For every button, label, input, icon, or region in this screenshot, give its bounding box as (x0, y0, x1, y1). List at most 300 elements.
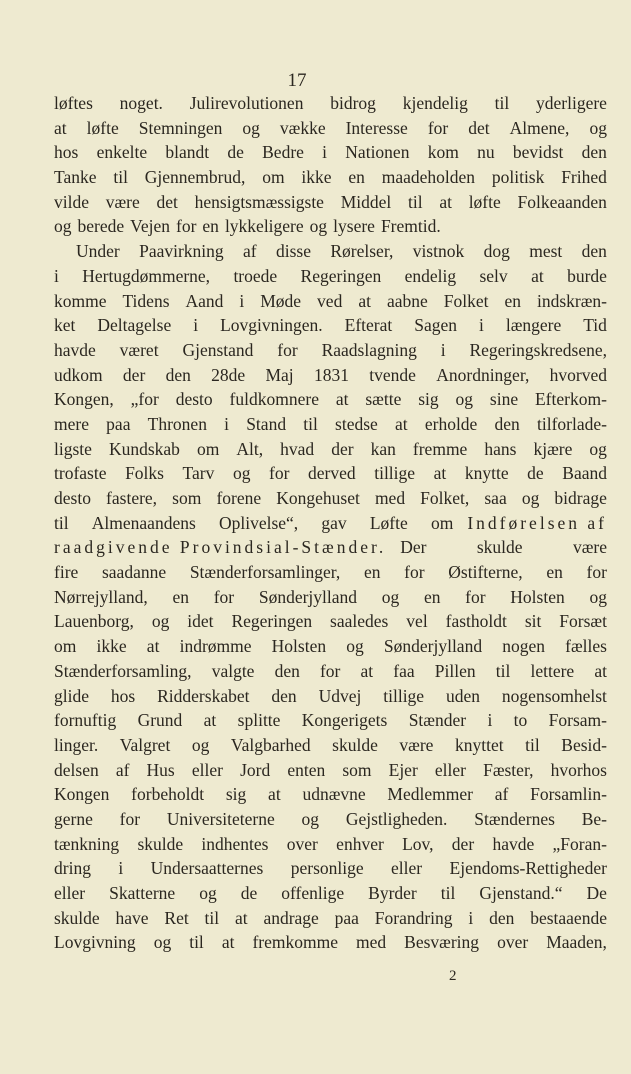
word: Lovgivning (54, 932, 136, 953)
spaced-text: raadgivende Provindsial-Stænder. (54, 537, 387, 558)
word: den (494, 413, 520, 434)
text-line (54, 609, 607, 634)
word: eller (391, 858, 423, 879)
text-line (54, 881, 607, 906)
word: skulde (476, 537, 523, 558)
text-line (54, 684, 607, 709)
word: Holsten (510, 586, 565, 607)
word: i (487, 710, 493, 731)
word: at (146, 636, 160, 657)
word: som (172, 488, 202, 508)
word: faa (393, 660, 415, 681)
word: eller (191, 759, 223, 780)
word: andrage (263, 907, 319, 928)
word: og (153, 932, 172, 953)
word: være (572, 537, 607, 558)
word: Udvej (318, 685, 362, 706)
word: den (581, 241, 607, 262)
word: Ejer (388, 759, 418, 780)
word: fire (54, 562, 79, 583)
word: Almene, (509, 117, 570, 138)
word: Besid- (561, 734, 607, 755)
spaced-text: Indførelsen af (467, 512, 607, 533)
word: de (240, 883, 258, 903)
word: Fremtid. (380, 216, 441, 237)
word: om (54, 636, 77, 657)
word: Stændernes (474, 808, 555, 829)
word: Sønderjylland (258, 586, 358, 607)
line-text (54, 782, 607, 807)
page-number: 17 (287, 70, 307, 91)
word: glide (54, 685, 89, 706)
word: sig (418, 389, 439, 410)
word: 28de (211, 364, 246, 385)
word: i (322, 142, 328, 163)
word: Stænderforsamling, (54, 660, 192, 681)
word: og (309, 216, 328, 237)
word: at (358, 290, 371, 311)
word: Vejen (130, 216, 170, 237)
word: Kongerigets (301, 710, 388, 731)
word: endelig (404, 265, 457, 286)
word: til (204, 907, 220, 928)
word: forbeholdt (131, 784, 205, 805)
word: der (331, 438, 354, 459)
word: at (268, 784, 281, 805)
word: Kongen, (54, 389, 114, 410)
word: den (274, 660, 300, 681)
word: trofaste (54, 463, 107, 484)
word: Gjenstand (182, 339, 254, 360)
word: forene (216, 488, 262, 508)
word: om (430, 512, 454, 533)
text-line (54, 412, 607, 437)
word: Kongen (54, 784, 110, 805)
word: Valgret (119, 734, 171, 755)
word: Møde (260, 290, 302, 311)
word: havde (54, 339, 96, 360)
line-text (54, 165, 607, 190)
line-text (54, 832, 607, 857)
word: Lauenborg, (54, 611, 134, 632)
word: og (301, 808, 320, 829)
word: linger. (54, 734, 99, 755)
word: Folket, (420, 488, 470, 508)
word: kom (427, 142, 459, 163)
word: nogen (502, 636, 545, 657)
word: for (176, 216, 197, 237)
line-text (54, 486, 607, 511)
word: og (589, 586, 607, 607)
word: til (113, 167, 128, 188)
word: desto (54, 488, 91, 508)
word: Gjennembrud, (144, 167, 246, 188)
word: Almenaandens (91, 512, 196, 533)
word: over (497, 932, 529, 953)
word: Middel (340, 191, 392, 212)
word: Sagen (414, 315, 457, 336)
word: af (494, 784, 509, 805)
word: at (335, 389, 349, 410)
word: at (531, 265, 544, 286)
word: i (193, 315, 199, 336)
word: til (189, 932, 204, 953)
word: ligste (54, 438, 92, 459)
text-line (54, 659, 607, 684)
word: fastere, (106, 488, 158, 508)
word: Skatterne (109, 883, 176, 903)
word: delsen (54, 759, 99, 780)
word: saa (484, 488, 507, 508)
word: kjendelig (402, 93, 468, 113)
text-line (54, 535, 607, 560)
word: troede (233, 265, 278, 286)
word: De (586, 883, 607, 903)
word: vel (406, 611, 428, 632)
word: sit (524, 611, 542, 632)
line-text (76, 239, 607, 264)
word: hvad (280, 438, 315, 459)
word: disse (276, 241, 311, 262)
word: i (224, 413, 230, 434)
word: Frihed (561, 167, 607, 188)
word: i (440, 339, 446, 360)
word: den (165, 364, 191, 385)
word: Universiteterne (166, 808, 275, 829)
word: knytte (464, 463, 509, 484)
word: maadeholden (381, 167, 476, 188)
word: skulde (332, 734, 378, 755)
word: have (115, 907, 149, 928)
word: i (54, 265, 59, 286)
word: gav (321, 512, 347, 533)
word: til (54, 512, 69, 533)
word: Interesse (345, 117, 408, 138)
word: hos (54, 142, 79, 163)
word: at (203, 710, 217, 731)
word: indrømme (179, 636, 252, 657)
word: at (221, 932, 235, 953)
line-text (54, 560, 607, 585)
line-text (54, 733, 607, 758)
word: i (239, 290, 245, 311)
word: Løfte (369, 512, 408, 533)
signature-mark: 2 (449, 968, 457, 984)
line-text (54, 190, 607, 215)
word: at (433, 463, 447, 484)
word: og (199, 883, 217, 903)
word: Tidens (122, 290, 170, 311)
word: saadanne (101, 562, 167, 583)
word: Forandring (374, 907, 453, 928)
word: nu (477, 142, 495, 163)
word: enten (287, 759, 326, 780)
word: Thronen (147, 413, 207, 434)
line-text (54, 363, 607, 388)
text-line (54, 338, 607, 363)
text-line (54, 486, 607, 511)
line-text (400, 535, 607, 560)
word: og (54, 216, 72, 237)
word: Under (76, 241, 120, 262)
text-line (54, 239, 607, 264)
word: Oplivelse“, (218, 512, 299, 533)
word: dog (483, 241, 510, 262)
word: for (119, 808, 141, 829)
word: for (586, 562, 607, 583)
word: til (407, 191, 423, 212)
word: løfte (468, 191, 501, 212)
text-line (54, 758, 607, 783)
word: de (527, 463, 544, 484)
word: for (465, 586, 486, 607)
word: indskræn- (536, 290, 607, 311)
word: være (399, 734, 434, 755)
word: bestaaende (530, 907, 607, 928)
text-line (54, 116, 607, 141)
word: Deltagelse (97, 315, 172, 336)
word: og (521, 488, 540, 508)
word: sine (489, 389, 519, 410)
word: Forsamlin- (530, 784, 607, 805)
word: Pillen (434, 660, 476, 681)
word: Gejstligheden. (345, 808, 448, 829)
word: yderligere (536, 93, 607, 113)
word: tillige (383, 685, 425, 706)
word: valgte (211, 660, 255, 681)
word: mere (54, 413, 89, 434)
word: Nationen (345, 142, 410, 163)
word: Kongehuset (276, 488, 360, 508)
text-line (54, 437, 607, 462)
text-line (54, 461, 607, 486)
word: kjære (533, 438, 573, 459)
word: at (234, 907, 248, 928)
word: med (356, 932, 387, 953)
text-line (54, 733, 607, 758)
word: paa (334, 907, 359, 928)
word: fastholdt (445, 611, 507, 632)
word: Aand (185, 290, 224, 311)
text-line (54, 930, 607, 955)
line-text (54, 140, 607, 165)
word: fremme (412, 438, 468, 459)
word: udkom (54, 364, 103, 385)
word: til (494, 93, 510, 113)
text-line (54, 91, 607, 116)
word: paa (106, 413, 131, 434)
text-line (54, 856, 607, 881)
word: til (525, 734, 540, 755)
line-text (54, 461, 607, 486)
word: Grund (137, 710, 183, 731)
line-text (54, 511, 453, 536)
word: komme (54, 290, 107, 311)
word: politisk (491, 167, 545, 188)
text-line (54, 708, 607, 733)
line-text (54, 585, 607, 610)
word: og (381, 586, 400, 607)
word: stedse (335, 413, 378, 434)
word: Anordninger, (436, 364, 530, 385)
body-text (54, 91, 607, 955)
word: at (395, 413, 408, 434)
word: og (191, 734, 210, 755)
word: sig (225, 784, 247, 805)
line-text (54, 116, 607, 141)
word: en (546, 562, 563, 583)
word: og (589, 438, 607, 459)
word: 1831 (313, 364, 349, 385)
word: tænkning (54, 833, 120, 854)
line-text (54, 856, 607, 881)
word: til (495, 660, 511, 681)
word: være (105, 191, 140, 212)
line-text (54, 412, 607, 437)
word: for (269, 463, 290, 484)
word: lettere (530, 660, 575, 681)
line-text (54, 437, 607, 462)
text-line (54, 906, 607, 931)
text-line (54, 560, 607, 585)
text-line (54, 214, 607, 239)
word: hans (484, 438, 517, 459)
word: Lovgivningen. (220, 315, 323, 336)
word: Stand (246, 413, 287, 434)
word: berede (77, 216, 125, 237)
word: bidrage (554, 488, 607, 508)
word: enkelte (96, 142, 148, 163)
word: Tarv (182, 463, 215, 484)
word: Paavirkning (139, 241, 224, 262)
word: som (342, 759, 372, 780)
word: der (122, 364, 146, 385)
word: nogensomhelst (501, 685, 607, 706)
word: burde (567, 265, 607, 286)
word: Nørrejylland, (54, 586, 148, 607)
word: Regeringen (300, 265, 382, 286)
text-line (54, 363, 607, 388)
word: det (468, 117, 490, 138)
word: vistnok (412, 241, 465, 262)
line-text (54, 881, 607, 906)
word: af (243, 241, 257, 262)
word: splitte (237, 710, 281, 731)
word: Efterat (344, 315, 393, 336)
text-line (54, 140, 607, 165)
word: Besværing (404, 932, 480, 953)
word: Folkeaanden (517, 191, 607, 212)
word: den (581, 142, 607, 163)
word: fremkomme (252, 932, 338, 953)
word: Raadslagning (321, 339, 417, 360)
word: „Foran- (552, 833, 607, 854)
word: lysere (333, 216, 375, 237)
word: at (594, 660, 607, 681)
line-text (54, 609, 607, 634)
word: Stænderforsamlinger, (189, 562, 341, 583)
word: Tanke (54, 167, 97, 188)
word: vække (279, 117, 326, 138)
word: Lov, (402, 833, 434, 854)
word: Gjenstand.“ (479, 883, 563, 903)
word: eller (54, 883, 86, 903)
word: Regeringen (231, 611, 313, 632)
word: Maj (265, 364, 294, 385)
word: Undersaatternes (150, 858, 264, 879)
word: Forsam- (548, 710, 607, 731)
line-text (54, 708, 607, 733)
word: i (468, 907, 474, 928)
line-text (54, 289, 607, 314)
word: sætte (365, 389, 402, 410)
word: til (440, 883, 456, 903)
word: mest (529, 241, 563, 262)
word: Efterkom- (534, 389, 607, 410)
line-text (54, 91, 607, 116)
word: Ridderskabet (157, 685, 250, 706)
word: ikke (301, 167, 332, 188)
word: en (348, 167, 365, 188)
line-text (54, 930, 607, 955)
word: fornuftig (54, 710, 117, 731)
text-line (54, 313, 607, 338)
word: løfte (86, 117, 119, 138)
word: om (262, 167, 285, 188)
text-line (54, 782, 607, 807)
word: lykkeligere (224, 216, 304, 237)
word: Jord (240, 759, 271, 780)
line-text (54, 313, 607, 338)
word: Rørelser, (330, 241, 394, 262)
word: offenlige (281, 883, 345, 903)
word: Østifterne, (448, 562, 523, 583)
word: to (513, 710, 528, 731)
word: en (172, 586, 190, 607)
word: og (589, 117, 607, 138)
word: de (227, 142, 244, 163)
text-line (54, 190, 607, 215)
word: Kundskab (108, 438, 180, 459)
word: og (151, 611, 170, 632)
word: Alt, (236, 438, 264, 459)
word: i (478, 315, 484, 336)
text-line (54, 264, 607, 289)
line-text (54, 906, 607, 931)
word: Sønderjylland (383, 636, 483, 657)
word: over (286, 833, 318, 854)
word: for (404, 562, 425, 583)
word: fuldkomnere (229, 389, 319, 410)
word: Valgbarhed (230, 734, 311, 755)
line-text (54, 264, 607, 289)
word: for (319, 660, 341, 681)
word: den (489, 907, 515, 928)
word: Forsæt (559, 611, 607, 632)
word: længere (505, 315, 562, 336)
word: eller (434, 759, 466, 780)
word: dring (54, 858, 91, 879)
word: udnævne (302, 784, 366, 805)
word: Folks (125, 463, 164, 484)
line-text (54, 338, 607, 363)
word: at (360, 660, 374, 681)
word: knyttet (455, 734, 504, 755)
word: Regeringskredsene, (469, 339, 607, 360)
line-text (54, 214, 601, 239)
word: ved (317, 290, 343, 311)
word: selv (479, 265, 508, 286)
